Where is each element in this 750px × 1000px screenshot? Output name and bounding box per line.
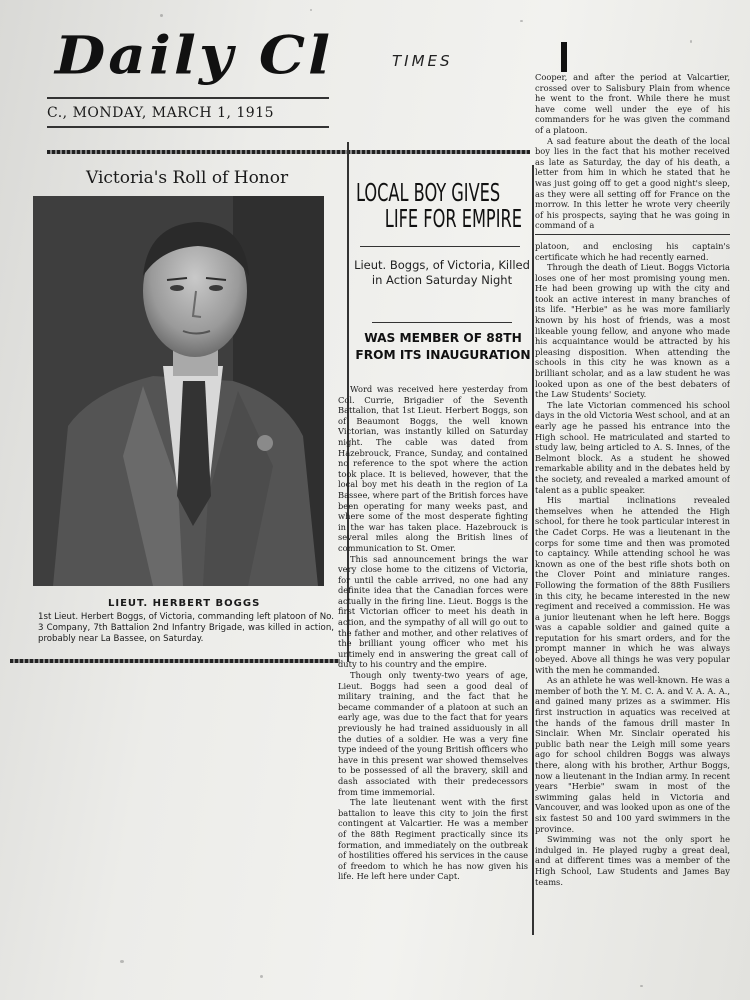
section-rule-bottom [10, 659, 340, 663]
article-column-2 [338, 384, 528, 932]
article-column-3 [535, 72, 730, 947]
paragraph: As an athlete he was well-known. He was a member of both the Y. M. C. A. and V. A. A. A., and gained many prizes as a swimmer. His first instruction in aquatics was received at the hands of the famous drill master In Sinclair. When Mr. Sinclair operated his public bath near the Leigh mill some years ago for school children Boggs was always there, along with his brother, Arthur Boggs, now a lieutenant in the Indian army. In recent years "Herbie" swam in most of the swimming galas held in Victoria and Vancouver, and was looked upon as one of the six fastest 50 and 100 yard swimmers in the province. [535, 675, 730, 834]
dateline-rule [47, 126, 329, 128]
paragraph: Cooper, and after the period at Valcartier, crossed over to Salisbury Plain from whence he went to the front. While there he must have come well under the eye of his commanders for he was given the command of a platoon. [535, 72, 730, 135]
headline-line-1: LOCAL BOY GIVES [356, 178, 501, 207]
column-break-rule [535, 234, 730, 235]
paragraph: Though only twenty-two years of age, Lieut. Boggs had seen a good deal of military training, and the fact that he became commander of a platoon at such an early age, was due to the fact that for years previously he had trained assiduously in all the duties of a soldier. He was a very fine type indeed of the young British officers who have in this present war showed themselves to be possessed of all the bravery, skill and dash associated with their predecessors from time immemorial. [338, 670, 528, 797]
column-rule-2 [532, 165, 534, 935]
portrait-photo [33, 196, 324, 586]
article-headline [356, 178, 522, 233]
masthead-marker [561, 42, 567, 72]
photo-caption: 1st Lieut. Herbert Boggs, of Victoria, commanding left platoon of No. 3 Company, 7th Battalion 2nd Infantry Brigade, was killed in action, probably near La Bassee, on Saturday. [38, 612, 334, 644]
paragraph: Through the death of Lieut. Boggs Victoria loses one of her most promising young men. He had been growing up with the city and took an active interest in many branches of its life. "Herbie" as he was more familiarly known by his host of friends, was a most likeable young fellow, and anyone who made his acquaintance would be attracted by his pleasing disposition. When attending the schools in this city he was known as a brilliant scholar, and as a law student he was looked upon as one of the best debaters of the Law Students' Society. [535, 262, 730, 400]
paragraph: A sad feature about the death of the local boy lies in the fact that his mother received as late as Saturday, the day of his death, a letter from him in which he stated that he was just going off to get a good night's sleep, as they were all setting off for France on the morrow. In this letter he wrote very cheerily of his prospects, saying that he was going in command of a [535, 135, 730, 231]
paragraph: The late lieutenant went with the first battalion to leave this city to join the first contingent at Valcartier. He was a member of the 88th Regiment practically since its formation, and immediately on the outbreak of hostilities offered his services in the cause of freedom to which he has now given his life. He left here under Capt. [338, 797, 528, 882]
paragraph: Swimming was not the only sport he indulged in. He played rugby a great deal, and at different times was a member of the High School, Law Students and James Bay teams. [535, 834, 730, 887]
headline-line-2: LIFE FOR EMPIRE [384, 204, 522, 233]
paragraph: The late Victorian commenced his school days in the old Victoria West school, and at an early age he passed his entrance into the High school. He matriculated and started to study law, being articled to A. S. Innes, of the Belmont block. As a student he showed remarkable ability and in the debates held by the society, and revealed a marked amount of talent as a public speaker. [535, 399, 730, 495]
roll-of-honor-title: Victoria's Roll of Honor [86, 168, 289, 188]
masthead-title: Daily Cl [55, 25, 334, 87]
article-subdeck: WAS MEMBER OF 88TH FROM ITS INAUGURATION [355, 331, 531, 362]
paragraph: This sad announcement brings the war very close home to the citizens of Victoria, for until the cable arrived, no one had any definite idea that the Canadian forces were actually in the firing line. Lieut. Boggs is the first Victorian officer to meet his death in action, and the sympathy of all will go out to the father and mother, and other relatives of the brilliant young officer who met his untimely end in answering the great call of duty to his country and the empire. [338, 553, 528, 670]
photo-caption-name: LIEUT. HERBERT BOGGS [108, 598, 261, 609]
paragraph: platoon, and enclosing his captain's certificate which he had recently earned. [535, 240, 730, 262]
handwritten-note: TIMES [392, 52, 453, 70]
portrait-drawing [33, 196, 324, 586]
masthead-rule [47, 97, 329, 99]
dateline: C., MONDAY, MARCH 1, 1915 [47, 105, 275, 121]
paragraph: Word was received here yesterday from Col. Currie, Brigadier of the Seventh Battalion, that 1st Lieut. Herbert Boggs, son of Beaumont Boggs, the well known Victorian, was instantly killed on Saturday night. The cable was dated from Hazebrouck, France, Sunday, and contained no reference to the spot where the action took place. It is believed, however, that the local boy met his death in the region of La Bassee, where part of the British forces have been operating for many weeks past, and where some of the most desperate fighting in the war has taken place. Hazebrouck is several miles along the British lines of communication to St. Omer. [338, 384, 528, 553]
headline-rule [360, 246, 520, 247]
paragraph: His martial inclinations revealed themselves when he attended the High school, for there he took particular interest in the Cadet Corps. He was a lieutenant in the corps for some time and then was promoted to captaincy. While attending school he was known as one of the best rifle shots both on the Clover Point and miniature ranges. Following the formation of the 88th Fusiliers in this city, he became interested in the new regiment and received a commission. He was a junior lieutenant when he left here. Boggs was a capable soldier and gained quite a reputation for his smart orders, and for the prompt manner in which he was always obeyed. Above all things he was very popular with the men he commanded. [535, 495, 730, 675]
article-deck: Lieut. Boggs, of Victoria, Killed in Action Saturday Night [354, 258, 530, 287]
section-rule-top [47, 150, 530, 154]
deck-rule [372, 322, 512, 323]
